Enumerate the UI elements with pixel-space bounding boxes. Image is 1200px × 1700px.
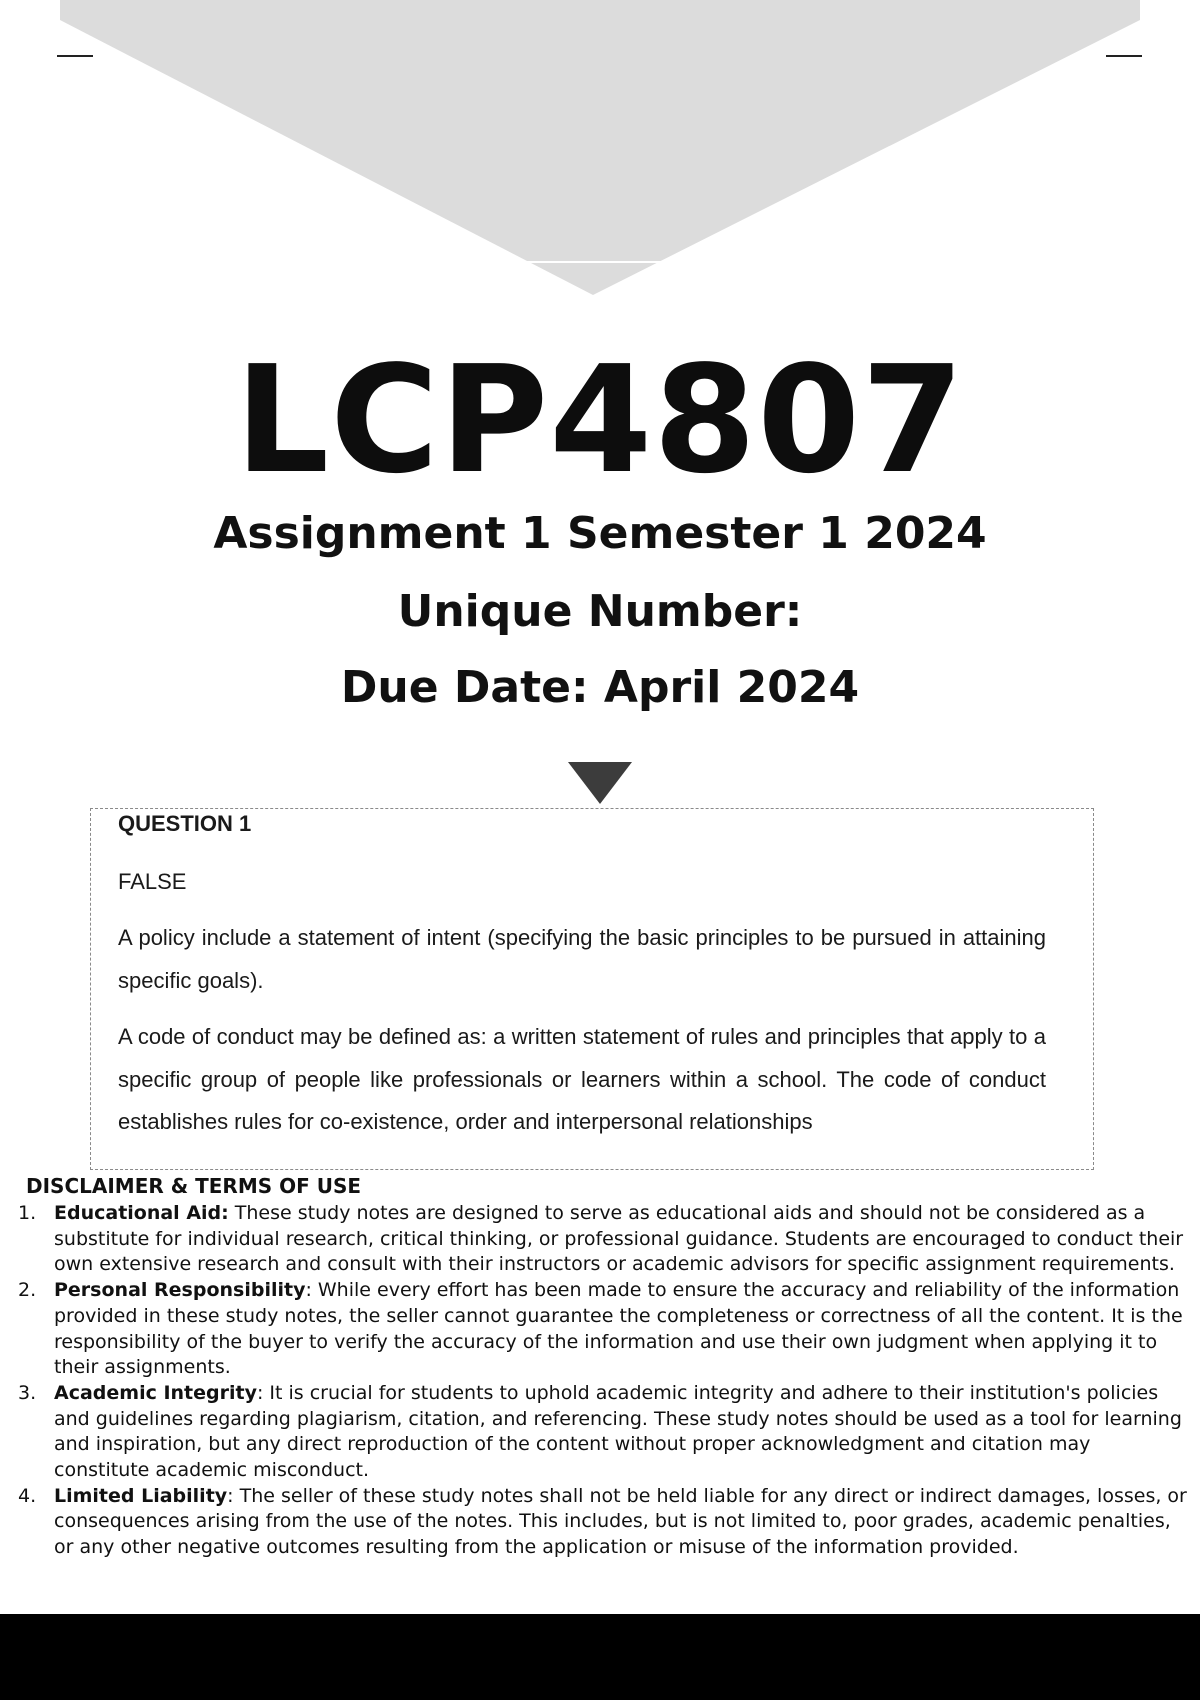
bottom-black-bar	[0, 1614, 1200, 1700]
disclaimer-item-term: Personal Responsibility	[54, 1279, 306, 1302]
corner-line-left	[57, 55, 93, 57]
unique-number-line: Unique Number:	[397, 586, 803, 637]
disclaimer-item-number: 2.	[18, 1279, 37, 1302]
disclaimer-item	[0, 1201, 1190, 1278]
assignment-subtitle: Assignment 1 Semester 1 2024	[213, 508, 987, 559]
disclaimer-list	[0, 1201, 1190, 1561]
down-triangle-icon	[568, 762, 632, 804]
question-answer: FALSE	[118, 869, 187, 894]
disclaimer-item	[0, 1484, 1190, 1561]
disclaimer-item	[0, 1278, 1190, 1381]
disclaimer-item-number: 4.	[18, 1484, 37, 1507]
disclaimer-item	[0, 1381, 1190, 1484]
disclaimer-item-term: Academic Integrity	[54, 1381, 257, 1404]
disclaimer-item-term: Limited Liability	[54, 1484, 228, 1507]
disclaimer-item-text: : The seller of these study notes shall not be held liable for any direct or indirect damages, losses, or consequences arising from the use of the notes. This includes, but is not limited to, poor grades, academic penalties, or any other negative outcomes resulting from the application or misuse of the information provided.	[54, 1484, 1187, 1559]
due-date-line: Due Date: April 2024	[340, 662, 860, 713]
disclaimer-title: DISCLAIMER & TERMS OF USE	[26, 1174, 362, 1198]
disclaimer-item-term: Educational Aid:	[54, 1202, 229, 1224]
disclaimer-item-text: These study notes are designed to serve as educational aids and should not be considered as a substitute for individual research, critical thinking, or professional guidance. Students are encouraged to conduct their own extensive research and consult with their instructors or academic advisors for specific assignment requirements.	[54, 1202, 1184, 1276]
question-heading: QUESTION 1	[118, 811, 252, 836]
question-paragraph: A code of conduct may be defined as: a written statement of rules and principles that apply to a specific group of people like professionals or learners within a school. The code of conduct establishes rules for co-existence, order and interpersonal relationships	[118, 1024, 1046, 1134]
header-chevron-graphic	[0, 0, 1200, 300]
question-excerpt-box	[90, 808, 1094, 1170]
question-paragraph: A policy include a statement of intent (specifying the basic principles to be pursued in attaining specific goals).	[118, 925, 1046, 993]
disclaimer-item-number: 3.	[18, 1381, 37, 1404]
course-code-title: LCP4807	[234, 334, 966, 506]
disclaimer-item-text: : While every effort has been made to ensure the accuracy and reliability of the information provided in these study notes, the seller cannot guarantee the completeness or correctness of all the content. It is the responsibility of the buyer to verify the accuracy of the information and use their own judgment when applying it to their assignments.	[54, 1279, 1183, 1379]
disclaimer-item-number: 1.	[18, 1202, 37, 1224]
corner-line-right	[1106, 55, 1142, 57]
disclaimer-item-text: : It is crucial for students to uphold academic integrity and adhere to their institution's policies and guidelines regarding plagiarism, citation, and referencing. These study notes should be used as a tool for learning and inspiration, but any direct reproduction of the content without proper acknowledgment and citation may constitute academic misconduct.	[54, 1381, 1182, 1482]
